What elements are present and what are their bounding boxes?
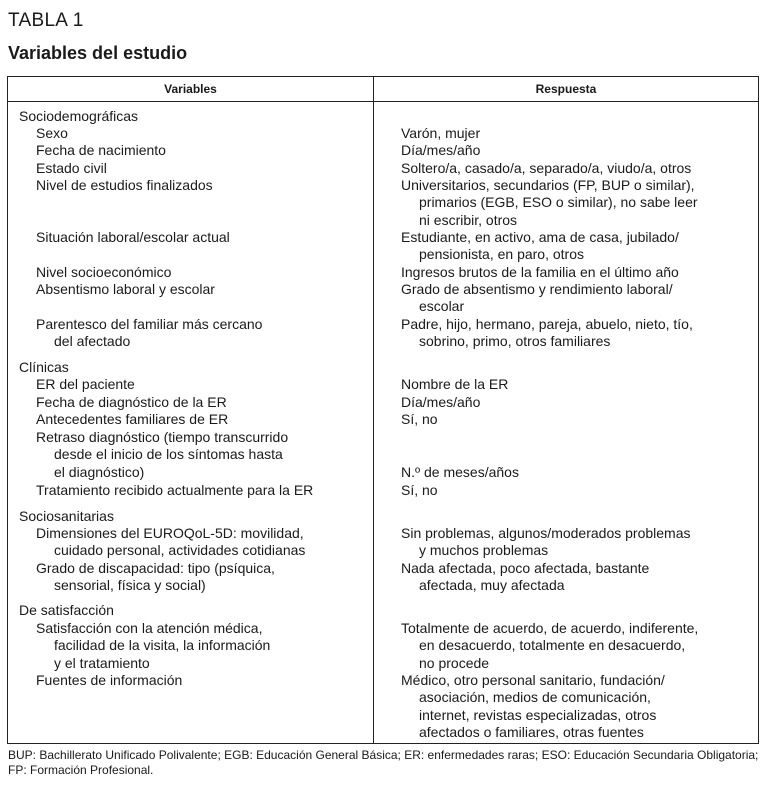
table-title: Variables del estudio <box>8 43 188 63</box>
row-discapacidad-variable: Grado de discapacidad: tipo (psíquica, sensorial, física y social) <box>36 560 275 594</box>
row-sexo-respuesta: Varón, mujer <box>401 125 481 141</box>
row-nacimiento-variable: Fecha de nacimiento <box>36 142 166 158</box>
row-fuentes-variable: Fuentes de información <box>36 672 183 688</box>
row-estudios-variable: Nivel de estudios finalizados <box>36 177 213 193</box>
row-estado-civil-variable: Estado civil <box>36 160 107 176</box>
row-er-paciente-variable: ER del paciente <box>36 376 135 392</box>
row-retraso-respuesta: N.º de meses/años <box>401 464 519 480</box>
row-socioeconomico-variable: Nivel socioeconómico <box>36 264 172 280</box>
column-divider <box>373 77 374 743</box>
row-retraso-variable: Retraso diagnóstico (tiempo transcurrido desde el inicio de los síntomas hasta el diagnóstico) <box>36 429 289 480</box>
header-divider <box>8 101 758 102</box>
section-sociodemograficas: Sociodemográficas <box>19 108 139 124</box>
row-fecha-diag-variable: Fecha de diagnóstico de la ER <box>36 394 227 410</box>
table-footnote: BUP: Bachillerato Unificado Polivalente; EGB: Educación General Básica; ER: enfermedades raras; ESO: Educación Secundaria Obligatoria; FP: Formación Profesional. <box>8 748 759 777</box>
section-clinicas: Clínicas <box>19 359 69 375</box>
row-absentismo-variable: Absentismo laboral y escolar <box>36 281 215 297</box>
row-antecedentes-variable: Antecedentes familiares de ER <box>36 411 229 427</box>
variables-table <box>7 76 759 744</box>
row-atencion-respuesta: Totalmente de acuerdo, de acuerdo, indiferente, en desacuerdo, totalmente en desacuerdo, no procede <box>401 620 699 671</box>
row-atencion-variable: Satisfacción con la atención médica, facilidad de la visita, la información y el tratamiento <box>36 620 271 671</box>
row-tratamiento-variable: Tratamiento recibido actualmente para la ER <box>36 482 314 498</box>
row-estudios-respuesta: Universitarios, secundarios (FP, BUP o similar), primarios (EGB, ESO o similar), no sabe leer ni escribir, otros <box>401 177 698 228</box>
section-satisfaccion: De satisfacción <box>19 602 114 618</box>
row-nacimiento-respuesta: Día/mes/año <box>401 142 481 158</box>
row-tratamiento-respuesta: Sí, no <box>401 482 438 498</box>
row-situacion-respuesta: Estudiante, en activo, ama de casa, jubilado/ pensionista, en paro, otros <box>401 229 679 263</box>
header-respuesta: Respuesta <box>535 82 597 96</box>
row-parentesco-respuesta: Padre, hijo, hermano, pareja, abuelo, nieto, tío, sobrino, primo, otros familiares <box>401 316 693 350</box>
row-socioeconomico-respuesta: Ingresos brutos de la familia en el último año <box>401 264 679 280</box>
header-variables: Variables <box>164 82 217 96</box>
row-situacion-variable: Situación laboral/escolar actual <box>36 229 230 245</box>
row-euroqol-variable: Dimensiones del EUROQoL-5D: movilidad, cuidado personal, actividades cotidianas <box>36 525 306 559</box>
row-er-paciente-respuesta: Nombre de la ER <box>401 376 509 392</box>
section-sociosanitarias: Sociosanitarias <box>19 508 114 524</box>
row-sexo-variable: Sexo <box>36 125 68 141</box>
row-discapacidad-respuesta: Nada afectada, poco afectada, bastante afectada, muy afectada <box>401 560 650 594</box>
row-parentesco-variable: Parentesco del familiar más cercano del afectado <box>36 316 263 350</box>
row-absentismo-respuesta: Grado de absentismo y rendimiento laboral/ escolar <box>401 281 673 315</box>
row-fecha-diag-respuesta: Día/mes/año <box>401 394 481 410</box>
row-estado-civil-respuesta: Soltero/a, casado/a, separado/a, viudo/a, otros <box>401 160 692 176</box>
row-antecedentes-respuesta: Sí, no <box>401 411 438 427</box>
table-label: TABLA 1 <box>8 10 84 31</box>
row-fuentes-respuesta: Médico, otro personal sanitario, fundación/ asociación, medios de comunicación, internet, revistas especializadas, otros afectados o familiares, otras fuentes <box>401 672 665 740</box>
row-euroqol-respuesta: Sin problemas, algunos/moderados problemas y muchos problemas <box>401 525 691 559</box>
